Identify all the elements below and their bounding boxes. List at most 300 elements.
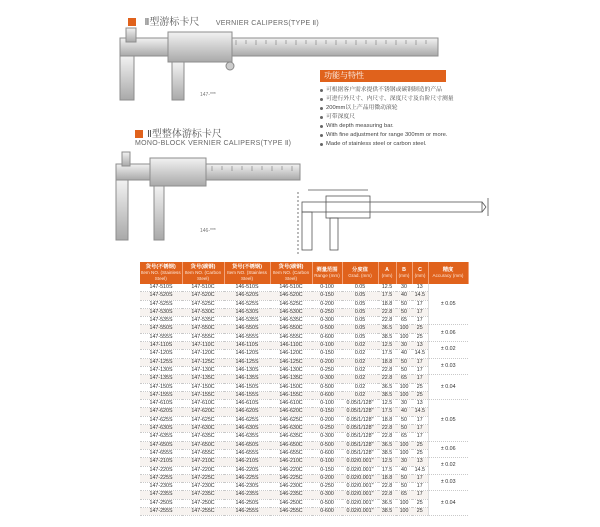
table-cell: 146-625C xyxy=(270,416,312,424)
table-cell: 100 xyxy=(396,441,412,449)
table-cell: 0.05/1/128" xyxy=(342,449,378,457)
table-row xyxy=(140,474,468,482)
table-cell: 146-550C xyxy=(270,325,312,333)
table-cell: 146-625S xyxy=(224,416,270,424)
table-cell: 146-610S xyxy=(224,400,270,408)
table-cell: 0-200 xyxy=(312,474,342,482)
table-cell: 25 xyxy=(412,441,428,449)
table-cell: 0-500 xyxy=(312,441,342,449)
table-cell: 25 xyxy=(412,508,428,516)
feature-item: 可根据客户需求提供不锈钢或碳钢制造的产品 xyxy=(319,86,489,95)
table-row xyxy=(140,375,468,383)
table-cell: 146-110S xyxy=(224,342,270,350)
table-cell: 0.02/0.001" xyxy=(342,499,378,507)
table-cell: 22.8 xyxy=(378,425,396,433)
column-header-sublabel: Range (mm) xyxy=(314,273,340,278)
table-cell: 25 xyxy=(412,499,428,507)
table-cell: 146-135S xyxy=(224,375,270,383)
table-cell: 100 xyxy=(396,325,412,333)
table-cell: 0.05 xyxy=(342,317,378,325)
table-cell: 147-220S xyxy=(140,466,182,474)
table-cell: 12.5 xyxy=(378,458,396,466)
table-cell: 50 xyxy=(396,416,412,424)
table-cell: 30 xyxy=(396,458,412,466)
spec-table-body xyxy=(140,284,468,516)
table-row xyxy=(140,408,468,416)
table-row xyxy=(140,342,468,350)
table-cell: 22.8 xyxy=(378,375,396,383)
column-header-sublabel: Item NO. (Stainless Steel) xyxy=(140,270,181,281)
table-cell: 146-255S xyxy=(224,508,270,516)
table-cell: 14.5 xyxy=(412,350,428,358)
table-row xyxy=(140,391,468,399)
table-cell: 147-510S xyxy=(140,284,182,292)
table-cell: 100 xyxy=(396,449,412,457)
table-cell: 147-155C xyxy=(182,391,224,399)
table-cell: 147-220C xyxy=(182,466,224,474)
table-cell: 147-655S xyxy=(140,449,182,457)
table-cell: 0.02 xyxy=(342,358,378,366)
table-cell: 0-150 xyxy=(312,292,342,300)
table-cell: 14.5 xyxy=(412,292,428,300)
table-cell: 50 xyxy=(396,300,412,308)
table-cell: 0.05/1/128" xyxy=(342,425,378,433)
table-cell: 147-225C xyxy=(182,474,224,482)
table-cell: 40 xyxy=(396,408,412,416)
column-header-sublabel: (mm) xyxy=(381,273,393,278)
table-cell: 0.05/1/128" xyxy=(342,433,378,441)
table-cell: 146-150S xyxy=(224,383,270,391)
table-row xyxy=(140,458,468,466)
table-cell: 22.8 xyxy=(378,491,396,499)
table-cell: 17 xyxy=(412,308,428,316)
table-cell: 30 xyxy=(396,400,412,408)
table-cell: 13 xyxy=(412,458,428,466)
column-header-sublabel: (mm) xyxy=(398,273,410,278)
accuracy-cell: ± 0.02 xyxy=(428,342,468,359)
table-cell: 0-100 xyxy=(312,284,342,292)
table-cell: 100 xyxy=(396,391,412,399)
table-cell: 146-125C xyxy=(270,358,312,366)
table-cell: 146-535C xyxy=(270,317,312,325)
table-row xyxy=(140,400,468,408)
table-cell: 146-620C xyxy=(270,408,312,416)
table-row xyxy=(140,466,468,474)
table-cell: 13 xyxy=(412,400,428,408)
vernier-caliper-caption: 147-*** xyxy=(200,92,216,98)
section-marker-icon xyxy=(128,18,136,26)
table-cell: 17 xyxy=(412,491,428,499)
table-cell: 147-230C xyxy=(182,483,224,491)
table-cell: 17.5 xyxy=(378,350,396,358)
table-cell: 17.5 xyxy=(378,466,396,474)
table-cell: 146-650C xyxy=(270,441,312,449)
table-cell: 100 xyxy=(396,499,412,507)
accuracy-cell: ± 0.03 xyxy=(428,474,468,491)
accuracy-cell: ± 0.06 xyxy=(428,325,468,342)
table-cell: 0.05 xyxy=(342,333,378,341)
mono-block-caliper-caption: 146-*** xyxy=(200,228,216,234)
table-cell: 146-135C xyxy=(270,375,312,383)
column-header-label: 测量范围 xyxy=(316,267,338,273)
table-cell: 146-525C xyxy=(270,300,312,308)
table-row xyxy=(140,317,468,325)
table-cell: 146-250C xyxy=(270,499,312,507)
table-cell: 65 xyxy=(396,433,412,441)
table-cell: 147-535C xyxy=(182,317,224,325)
table-cell: 50 xyxy=(396,483,412,491)
table-cell: 0.05/1/128" xyxy=(342,408,378,416)
table-cell: 147-150S xyxy=(140,383,182,391)
table-cell: 146-655C xyxy=(270,449,312,457)
table-cell: 147-125C xyxy=(182,358,224,366)
table-cell: 147-535S xyxy=(140,317,182,325)
table-cell: 50 xyxy=(396,366,412,374)
table-cell: 146-510C xyxy=(270,284,312,292)
table-row xyxy=(140,300,468,308)
table-cell: 147-525S xyxy=(140,300,182,308)
table-cell: 147-130S xyxy=(140,366,182,374)
table-cell: 146-655S xyxy=(224,449,270,457)
table-cell: 0-300 xyxy=(312,375,342,383)
table-row xyxy=(140,366,468,374)
section-marker-icon xyxy=(135,130,143,138)
table-row xyxy=(140,358,468,366)
table-cell: 146-150C xyxy=(270,383,312,391)
table-cell: 0.02 xyxy=(342,350,378,358)
table-cell: 17 xyxy=(412,425,428,433)
table-cell: 13 xyxy=(412,284,428,292)
column-header-label: 货号(不锈钢) xyxy=(231,264,262,270)
technical-drawing xyxy=(296,188,492,256)
table-cell: 146-520C xyxy=(270,292,312,300)
section1-title-en: VERNIER CALIPERS(TYPE Ⅱ) xyxy=(215,20,320,27)
table-row xyxy=(140,284,468,292)
column-header xyxy=(270,262,312,284)
table-cell: 147-135C xyxy=(182,375,224,383)
table-cell: 38.5 xyxy=(378,333,396,341)
table-cell: 0-500 xyxy=(312,383,342,391)
table-cell: 146-610C xyxy=(270,400,312,408)
table-cell: 147-255S xyxy=(140,508,182,516)
table-cell: 147-650S xyxy=(140,441,182,449)
section2-header xyxy=(135,128,291,148)
table-cell: 146-535S xyxy=(224,317,270,325)
column-header-sublabel: (mm) xyxy=(414,273,426,278)
table-cell: 147-255C xyxy=(182,508,224,516)
table-cell: 36.5 xyxy=(378,325,396,333)
table-cell: 147-120S xyxy=(140,350,182,358)
table-cell: 38.5 xyxy=(378,508,396,516)
feature-item: Made of stainless steel or carbon steel. xyxy=(319,140,489,149)
table-row xyxy=(140,425,468,433)
table-cell: 0-150 xyxy=(312,466,342,474)
table-cell: 22.8 xyxy=(378,317,396,325)
table-row xyxy=(140,350,468,358)
table-cell: 25 xyxy=(412,333,428,341)
table-cell: 146-525S xyxy=(224,300,270,308)
table-row xyxy=(140,491,468,499)
table-cell: 0.02 xyxy=(342,391,378,399)
table-cell: 25 xyxy=(412,449,428,457)
table-cell: 0-300 xyxy=(312,317,342,325)
table-cell: 22.8 xyxy=(378,483,396,491)
column-header xyxy=(224,262,270,284)
table-cell: 0.02 xyxy=(342,375,378,383)
table-cell: 147-210C xyxy=(182,458,224,466)
table-cell: 12.5 xyxy=(378,400,396,408)
table-cell: 147-110S xyxy=(140,342,182,350)
table-cell: 38.5 xyxy=(378,391,396,399)
table-cell: 147-235C xyxy=(182,491,224,499)
accuracy-cell: ± 0.03 xyxy=(428,358,468,375)
table-cell: 25 xyxy=(412,383,428,391)
table-cell: 0.02/0.001" xyxy=(342,458,378,466)
table-cell: 0-200 xyxy=(312,416,342,424)
column-header xyxy=(428,262,468,284)
table-cell: 22.8 xyxy=(378,366,396,374)
table-cell: 18.8 xyxy=(378,416,396,424)
table-cell: 147-250C xyxy=(182,499,224,507)
column-header-sublabel: Item NO. (Carbon Steel) xyxy=(272,270,310,281)
table-cell: 0-500 xyxy=(312,499,342,507)
table-cell: 147-550C xyxy=(182,325,224,333)
table-cell: 146-235S xyxy=(224,491,270,499)
table-cell: 147-120C xyxy=(182,350,224,358)
table-cell: 147-210S xyxy=(140,458,182,466)
table-cell: 147-530C xyxy=(182,308,224,316)
table-row xyxy=(140,483,468,491)
table-cell: 0.05/1/128" xyxy=(342,400,378,408)
table-cell: 17 xyxy=(412,358,428,366)
table-cell: 146-155S xyxy=(224,391,270,399)
table-cell: 0-250 xyxy=(312,366,342,374)
table-cell: 146-650S xyxy=(224,441,270,449)
table-cell: 147-225S xyxy=(140,474,182,482)
table-cell: 0.02/0.001" xyxy=(342,508,378,516)
table-cell: 100 xyxy=(396,383,412,391)
table-cell: 22.8 xyxy=(378,308,396,316)
table-cell: 147-620S xyxy=(140,408,182,416)
table-cell: 146-230S xyxy=(224,483,270,491)
table-cell: 147-150C xyxy=(182,383,224,391)
table-cell: 0.02/0.001" xyxy=(342,483,378,491)
table-cell: 146-210C xyxy=(270,458,312,466)
table-cell: 147-555S xyxy=(140,333,182,341)
column-header xyxy=(396,262,412,284)
table-cell: 13 xyxy=(412,342,428,350)
table-cell: 146-125S xyxy=(224,358,270,366)
table-cell: 36.5 xyxy=(378,441,396,449)
table-row xyxy=(140,383,468,391)
table-cell: 146-130S xyxy=(224,366,270,374)
table-cell: 147-520S xyxy=(140,292,182,300)
table-cell: 65 xyxy=(396,491,412,499)
table-cell: 17 xyxy=(412,366,428,374)
section2-title-cn: Ⅱ型整体游标卡尺 xyxy=(147,129,222,140)
table-cell: 17 xyxy=(412,300,428,308)
table-cell: 147-250S xyxy=(140,499,182,507)
table-cell: 0-500 xyxy=(312,325,342,333)
spec-table xyxy=(140,262,469,516)
accuracy-cell: ± 0.05 xyxy=(428,284,468,325)
caliper-dimension-drawing-icon xyxy=(296,188,492,256)
table-cell: 50 xyxy=(396,474,412,482)
column-header xyxy=(182,262,224,284)
table-cell: 0-150 xyxy=(312,408,342,416)
table-cell: 0-200 xyxy=(312,358,342,366)
table-cell: 40 xyxy=(396,466,412,474)
table-cell: 17.5 xyxy=(378,292,396,300)
table-cell: 40 xyxy=(396,350,412,358)
table-cell: 50 xyxy=(396,308,412,316)
table-cell: 12.5 xyxy=(378,342,396,350)
table-cell: 146-155C xyxy=(270,391,312,399)
section1-title-cn: Ⅱ型游标卡尺 xyxy=(144,17,200,28)
table-cell: 18.8 xyxy=(378,358,396,366)
table-cell: 147-230S xyxy=(140,483,182,491)
table-cell: 25 xyxy=(412,391,428,399)
table-cell: 147-110C xyxy=(182,342,224,350)
table-cell: 146-220C xyxy=(270,466,312,474)
table-cell: 50 xyxy=(396,425,412,433)
column-header-label: 分度值 xyxy=(352,267,368,273)
feature-item: With depth measuring bar. xyxy=(319,122,489,131)
table-cell: 146-255C xyxy=(270,508,312,516)
column-header xyxy=(140,262,182,284)
table-cell: 14.5 xyxy=(412,466,428,474)
table-cell: 147-635C xyxy=(182,433,224,441)
table-cell: 22.8 xyxy=(378,433,396,441)
column-header-label: 精度 xyxy=(442,267,454,273)
table-cell: 147-625C xyxy=(182,416,224,424)
features-title: 功能与特性 xyxy=(320,70,446,82)
table-cell: 0.05 xyxy=(342,308,378,316)
table-cell: 147-135S xyxy=(140,375,182,383)
features-list xyxy=(319,86,489,149)
column-header xyxy=(342,262,378,284)
table-row xyxy=(140,508,468,516)
table-cell: 0.05 xyxy=(342,300,378,308)
accuracy-cell: ± 0.06 xyxy=(428,441,468,458)
table-row xyxy=(140,441,468,449)
table-cell: 0.02 xyxy=(342,383,378,391)
table-cell: 146-635C xyxy=(270,433,312,441)
table-cell: 146-225C xyxy=(270,474,312,482)
table-cell: 17 xyxy=(412,375,428,383)
table-cell: 0-300 xyxy=(312,491,342,499)
table-cell: 0.02 xyxy=(342,366,378,374)
table-row xyxy=(140,433,468,441)
table-cell: 146-220S xyxy=(224,466,270,474)
table-cell: 147-630S xyxy=(140,425,182,433)
table-cell: 0.05 xyxy=(342,284,378,292)
table-cell: 146-635S xyxy=(224,433,270,441)
accuracy-cell: ± 0.02 xyxy=(428,458,468,475)
table-cell: 0-150 xyxy=(312,350,342,358)
table-cell: 146-250S xyxy=(224,499,270,507)
table-cell: 146-550S xyxy=(224,325,270,333)
table-cell: 0-600 xyxy=(312,508,342,516)
feature-item: 200mm以上产品用微动滚轮 xyxy=(319,104,489,113)
table-cell: 30 xyxy=(396,342,412,350)
column-header xyxy=(378,262,396,284)
table-cell: 0-250 xyxy=(312,483,342,491)
column-header-label: 货号(碳钢) xyxy=(278,264,304,270)
spec-table-header xyxy=(140,262,468,284)
table-cell: 147-655C xyxy=(182,449,224,457)
table-cell: 146-235C xyxy=(270,491,312,499)
table-row xyxy=(140,308,468,316)
table-cell: 147-610C xyxy=(182,400,224,408)
table-cell: 17.5 xyxy=(378,408,396,416)
column-header-label: 货号(碳钢) xyxy=(190,264,216,270)
table-row xyxy=(140,449,468,457)
table-cell: 65 xyxy=(396,317,412,325)
table-cell: 0.02/0.001" xyxy=(342,491,378,499)
table-cell: 146-630S xyxy=(224,425,270,433)
table-cell: 0-100 xyxy=(312,342,342,350)
table-cell: 0-100 xyxy=(312,458,342,466)
table-cell: 17 xyxy=(412,474,428,482)
table-cell: 50 xyxy=(396,358,412,366)
column-header-label: 货号(不锈钢) xyxy=(145,264,176,270)
table-cell: 146-555C xyxy=(270,333,312,341)
table-cell: 147-530S xyxy=(140,308,182,316)
table-cell: 146-210S xyxy=(224,458,270,466)
table-cell: 146-520S xyxy=(224,292,270,300)
table-cell: 0.02/0.001" xyxy=(342,466,378,474)
table-cell: 147-125S xyxy=(140,358,182,366)
accuracy-cell: ± 0.04 xyxy=(428,491,468,516)
table-cell: 0-600 xyxy=(312,449,342,457)
table-cell: 147-155S xyxy=(140,391,182,399)
table-cell: 0-600 xyxy=(312,333,342,341)
table-cell: 146-630C xyxy=(270,425,312,433)
table-cell: 0.05/1/128" xyxy=(342,416,378,424)
table-row xyxy=(140,416,468,424)
table-cell: 0-250 xyxy=(312,425,342,433)
table-cell: 147-550S xyxy=(140,325,182,333)
column-header-label: A xyxy=(385,267,389,273)
table-row xyxy=(140,333,468,341)
table-row xyxy=(140,325,468,333)
column-header-sublabel: Accuracy (mm) xyxy=(432,273,464,278)
table-cell: 146-620S xyxy=(224,408,270,416)
table-cell: 146-110C xyxy=(270,342,312,350)
table-cell: 146-555S xyxy=(224,333,270,341)
table-cell: 147-130C xyxy=(182,366,224,374)
table-cell: 0.05/1/128" xyxy=(342,441,378,449)
feature-item: 可进行外尺寸、内尺寸、深度尺寸及台阶尺寸测量 xyxy=(319,95,489,104)
table-cell: 100 xyxy=(396,508,412,516)
table-cell: 18.8 xyxy=(378,474,396,482)
table-cell: 147-510C xyxy=(182,284,224,292)
table-cell: 147-235S xyxy=(140,491,182,499)
column-header-sublabel: Item NO. (Stainless Steel) xyxy=(227,270,267,281)
table-cell: 147-650C xyxy=(182,441,224,449)
table-cell: 30 xyxy=(396,284,412,292)
table-cell: 17 xyxy=(412,416,428,424)
table-cell: 147-620C xyxy=(182,408,224,416)
feature-item: With fine adjustment for range 300mm or more. xyxy=(319,131,489,140)
table-cell: 146-530S xyxy=(224,308,270,316)
table-cell: 0.05 xyxy=(342,292,378,300)
table-cell: 147-635S xyxy=(140,433,182,441)
table-cell: 40 xyxy=(396,292,412,300)
table-cell: 147-525C xyxy=(182,300,224,308)
table-cell: 0.02 xyxy=(342,342,378,350)
